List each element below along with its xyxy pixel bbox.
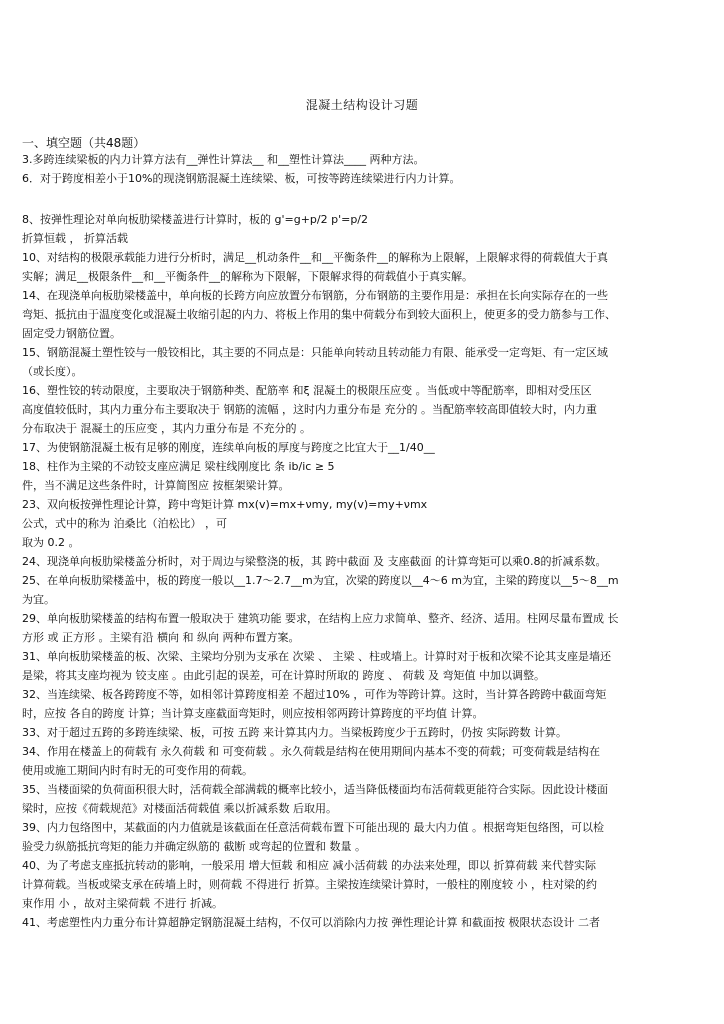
text-line: 39、内力包络图中，某截面的内力值就是该截面在任意活荷载布置下可能出现的 最大内力值 。根据弯矩包络图，可以检 (22, 821, 604, 834)
text-line: 高度值较低时，其内力重分布主要取决于 钢筋的流幅 ，这时内力重分布是 充分的 。当配筋率较高即值较大时，内力重 (22, 403, 597, 416)
text-line: 18、柱作为主梁的不动铰支座应满足 梁柱线刚度比 条 ib/ic ≥ 5 (22, 460, 335, 473)
text-line: 23、双向板按弹性理论计算，跨中弯矩计算 mx(v)=mx+νmy, my(v)=my+νmx (22, 498, 428, 511)
text-line: 弯矩、抵抗由于温度变化或混凝土收缩引起的内力、将板上作用的集中荷载分布到较大面积上，使更多的受力筋参与工作、 (22, 308, 616, 321)
text-line: 34、作用在楼盖上的荷载有 永久荷载 和 可变荷载 。永久荷载是结构在使用期间内基本不变的荷载；可变荷载是结构在 (22, 745, 600, 758)
text-line: 29、单向板肋梁楼盖的结构布置一般取决于 建筑功能 要求，在结构上应力求简单、整齐、经济、适用。柱网尽量布置成 长 (22, 612, 619, 625)
text-line: 是梁，将其支座均视为 铰支座 。由此引起的误差，可在计算时所取的 跨度 、 荷载 及 弯矩值 中加以调整。 (22, 669, 545, 682)
text-line: 为宜。 (22, 593, 55, 606)
text-line: 32、当连续梁、板各跨跨度不等，如相邻计算跨度相差 不超过10% ，可作为等跨计算。这时，当计算各跨跨中截面弯矩 (22, 688, 607, 701)
text-line: 验受力纵筋抵抗弯矩的能力并确定纵筋的 截断 或弯起的位置和 数量 。 (22, 840, 366, 853)
text-line: 实解；满足__极限条件__和__平衡条件__的解称为下限解，下限解求得的荷载值小于真实解。 (22, 270, 473, 283)
text-line: 方形 或 正方形 。主梁有沿 横向 和 纵向 两种布置方案。 (22, 631, 300, 644)
text-line: 折算恒载 ， 折算活载 (22, 232, 128, 245)
text-line: 40、为了考虑支座抵抗转动的影响，一般采用 增大恒载 和相应 减小活荷载 的办法来处理，即以 折算荷载 来代替实际 (22, 859, 596, 872)
text-line: 束作用 小 ，故对主梁荷载 不进行 折减。 (22, 897, 223, 910)
text-line: 梁时，应按《荷载规范》对楼面活荷载值 乘以折减系数 后取用。 (22, 802, 337, 815)
text-line: 25、在单向板肋梁楼盖中，板的跨度一般以__1.7～2.7__m为宜，次梁的跨度以__4～6 m为宜，主梁的跨度以__5～8__m (22, 574, 619, 587)
text-line: 8、按弹性理论对单向板肋梁楼盖进行计算时，板的 g'=g+p/2 p'=p/2 (22, 213, 369, 226)
section-heading: 一、填空题（共48题） (22, 136, 146, 150)
text-line: 14、在现浇单向板肋梁楼盖中，单向板的长跨方向应放置分布钢筋，分布钢筋的主要作用是：承担在长向实际存在的一些 (22, 289, 608, 302)
text-line: 16、塑性铰的转动限度，主要取决于钢筋种类、配筋率 和ξ 混凝土的极限压应变 。当低或中等配筋率，即相对受压区 (22, 384, 592, 397)
text-line: （或长度）。 (22, 365, 83, 378)
text-line: 使用或施工期间内时有时无的可变作用的荷载。 (22, 764, 253, 777)
blank-line (22, 188, 702, 210)
text-line: 10、对结构的极限承载能力进行分析时，满足__机动条件__和__平衡条件__的解称为上限解，上限解求得的荷载值大于真 (22, 251, 608, 264)
text-line: 41、考虑塑性内力重分布计算超静定钢筋混凝土结构，不仅可以消除内力按 弹性理论计算 和截面按 极限状态设计 二者 (22, 916, 600, 929)
text-line: 公式，式中的称为 泊桑比（泊松比） ，可 (22, 517, 227, 530)
text-line: 取为 0.2 。 (22, 536, 80, 549)
text-line: 35、当楼面梁的负荷面积很大时，活荷载全部满载的概率比较小，适当降低楼面均布活荷载更能符合实际。因此设计楼面 (22, 783, 608, 796)
question-list (22, 150, 702, 932)
text-line: 分布取决于 混凝土的压应变 ，其内力重分布是 不充分的 。 (22, 422, 311, 435)
text-line: 31、单向板肋梁楼盖的板、次梁、主梁均分别为支承在 次梁 、 主梁 、柱或墙上。计算时对于板和次梁不论其支座是墙还 (22, 650, 611, 663)
text-line: 15、钢筋混凝土塑性铰与一般铰相比，其主要的不同点是：只能单向转动且转动能力有限、能承受一定弯矩、有一定区域 (22, 346, 608, 359)
text-line: 17、为使钢筋混凝土板有足够的刚度，连续单向板的厚度与跨度之比宜大于__1/40__ (22, 441, 435, 454)
text-line: 3.多跨连续梁板的内力计算方法有__弹性计算法__ 和__塑性计算法____ 两种方法。 (22, 153, 425, 166)
text-line: 6．对于跨度相差小于10%的现浇钢筋混凝土连续梁、板，可按等跨连续梁进行内力计算。 (22, 172, 461, 185)
text-line: 24、现浇单向板肋梁楼盖分析时，对于周边与梁整浇的板，其 跨中截面 及 支座截面 的计算弯矩可以乘0.8的折减系数。 (22, 555, 607, 568)
text-line: 33、对于超过五跨的多跨连续梁、板，可按 五跨 来计算其内力。当梁板跨度少于五跨时，仍按 实际跨数 计算。 (22, 726, 567, 739)
document-title: 混凝土结构设计习题 (305, 98, 419, 112)
text-line: 固定受力钢筋位置。 (22, 327, 121, 340)
text-line: 件，当不满足这些条件时，计算简图应 按框架梁计算。 (22, 479, 290, 492)
text-line: 时，应按 各自的跨度 计算；当计算支座截面弯矩时，则应按相邻两跨计算跨度的平均值 计算。 (22, 707, 484, 720)
text-line: 计算荷载。当板或梁支承在砖墙上时，则荷载 不得进行 折算。主梁按连续梁计算时，一般柱的刚度较 小 ，柱对梁的约 (22, 878, 597, 891)
